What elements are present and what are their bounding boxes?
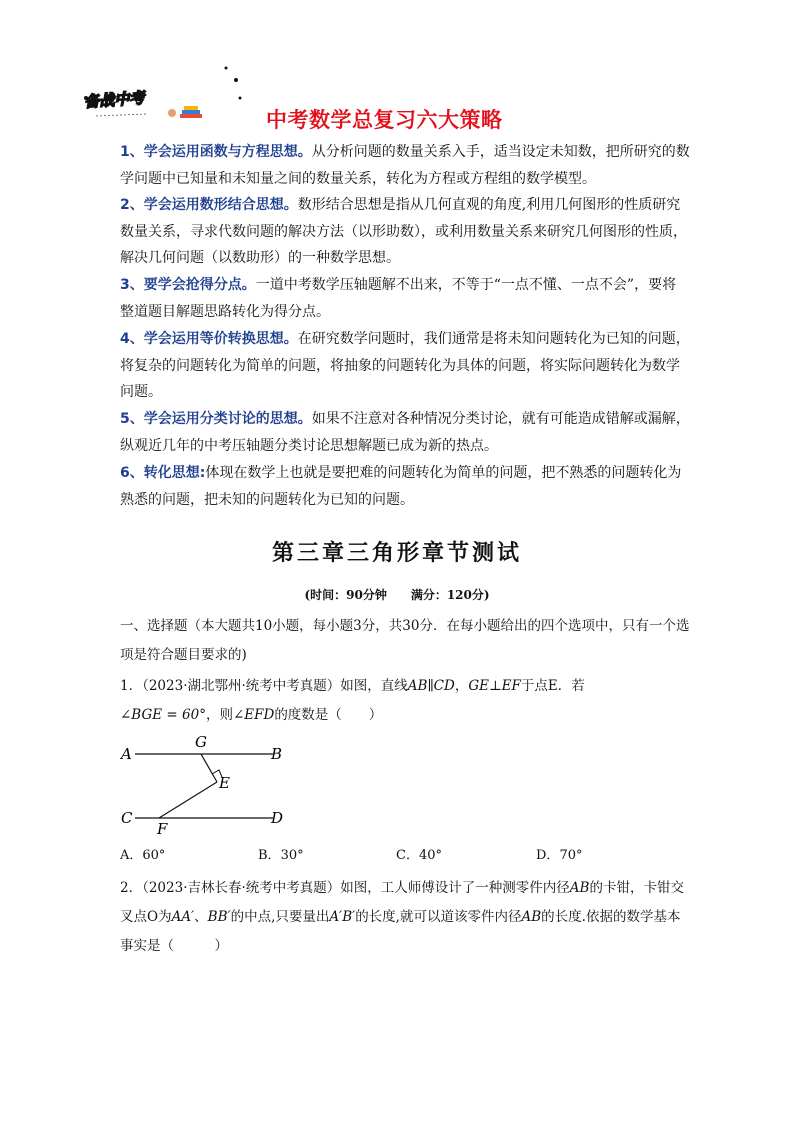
logo-books-icon <box>168 106 202 118</box>
strategy-3 <box>120 272 690 325</box>
exam-title: 第三章三角形章节测试 <box>271 541 522 566</box>
q1-math: ∠BGE = 60° <box>120 707 206 723</box>
q2-text: 2．（2023·吉林长春·统考中考真题）如图，工人师傅设计了一种测零件内径 <box>120 880 570 896</box>
strategy-4 <box>120 326 690 406</box>
strategy-body: 在研究数学问题时，我们通常是将未知问题转化为已知的问题，将复杂的问题转化为简单的问题，将抽象的问题转化为具体的问题，将实际问题转化为数学问题。 <box>120 331 690 400</box>
q1-figure <box>115 732 295 836</box>
q1-text: ， <box>454 678 469 694</box>
question-2 <box>120 874 690 961</box>
q1-math: ∠EFD <box>232 707 275 723</box>
question-1 <box>120 672 690 730</box>
label-f: F <box>157 820 168 836</box>
strategy-lead: 2、学会运用数形结合思想。 <box>120 197 298 213</box>
label-e: E <box>219 774 230 792</box>
strategy-lead: 4、学会运用等价转换思想。 <box>120 331 298 347</box>
label-a: A <box>121 745 132 763</box>
q1-text: 于点E．若 <box>520 678 585 694</box>
q1-text: 1．（2023·湖北鄂州·统考中考真题）如图，直线 <box>120 678 408 694</box>
strategy-2 <box>120 192 690 272</box>
segment-ef <box>159 782 217 818</box>
q2-math: BB′ <box>207 909 231 925</box>
strategy-body: 从分析问题的数量关系入手，适当设定未知数，把所研究的数学问题中已知量和未知量之间的数量关系，转化为方程或方程组的数学模型。 <box>120 144 690 187</box>
strategy-lead: 1、学会运用函数与方程思想。 <box>120 144 312 160</box>
segment-ge <box>201 754 217 782</box>
q2-text: 的长度.依据的数学基本事实是（ ） <box>120 909 681 954</box>
strategy-lead: 3、要学会抢得分点。 <box>120 277 256 293</box>
q2-text: 的卡钳，卡钳交叉点O为 <box>120 880 684 925</box>
strategy-body: 数形结合思想是指从几何直观的角度,利用几何图形的性质研究数量关系，寻求代数问题的解决方法（以形助数），或利用数量关系来研究几何图形的性质，解决几何问题（以数助形）的一种数学思想。 <box>120 197 687 266</box>
strategy-6 <box>120 460 690 513</box>
strategy-1 <box>120 139 690 192</box>
q1-math: GE⊥EF <box>468 678 521 694</box>
label-c: C <box>121 809 133 827</box>
strategy-body: 体现在数学上也就是要把难的问题转化为简单的问题，把不熟悉的问题转化为熟悉的问题，把未知的问题转化为已知的问题。 <box>120 465 682 508</box>
q2-math: A′B′ <box>329 909 356 925</box>
strategy-body: 如果不注意对各种情况分类讨论，就有可能造成错解或漏解，纵观近几年的中考压轴题分类讨论思想解题已成为新的热点。 <box>120 411 690 454</box>
strategy-lead: 6、转化思想: <box>120 465 206 481</box>
exam-time-line: (时间：90分钟 满分：120分) <box>304 588 490 602</box>
q1-option-c[interactable]: C．40° <box>396 848 442 863</box>
q1-option-b[interactable]: B．30° <box>258 848 304 863</box>
page-title: 中考数学总复习六大策略 <box>266 108 503 132</box>
q2-text: 的中点,只要量出 <box>230 909 330 925</box>
q1-text: 的度数是（ ） <box>274 707 383 723</box>
q1-option-a[interactable]: A．60° <box>120 848 166 863</box>
q2-math: AB <box>521 909 542 925</box>
logo <box>76 58 246 128</box>
q1-math: AB∥CD <box>407 678 455 694</box>
q1-text: ，则 <box>205 707 233 723</box>
section-heading: 一、选择题（本大题共10小题，每小题3分，共30分．在每小题给出的四个选项中，只有一个选项是符合题目要求的) <box>120 618 690 663</box>
q2-math: AA′ <box>171 909 195 925</box>
q1-option-d[interactable]: D．70° <box>536 848 583 863</box>
strategy-body: 一道中考数学压轴题解不出来，不等于“一点不懂、一点不会”，要将整道题目解题思路转化为得分点。 <box>120 277 677 320</box>
q2-text: 、 <box>194 909 208 925</box>
logo-text: 备战中考 <box>83 88 145 111</box>
label-b: B <box>271 745 283 763</box>
q2-text: 的长度,就可以道该零件内径 <box>355 909 522 925</box>
label-d: D <box>271 809 284 827</box>
strategy-lead: 5、学会运用分类讨论的思想。 <box>120 411 312 427</box>
label-g: G <box>195 733 207 751</box>
strategy-5 <box>120 406 690 459</box>
q2-math: AB <box>569 880 590 896</box>
